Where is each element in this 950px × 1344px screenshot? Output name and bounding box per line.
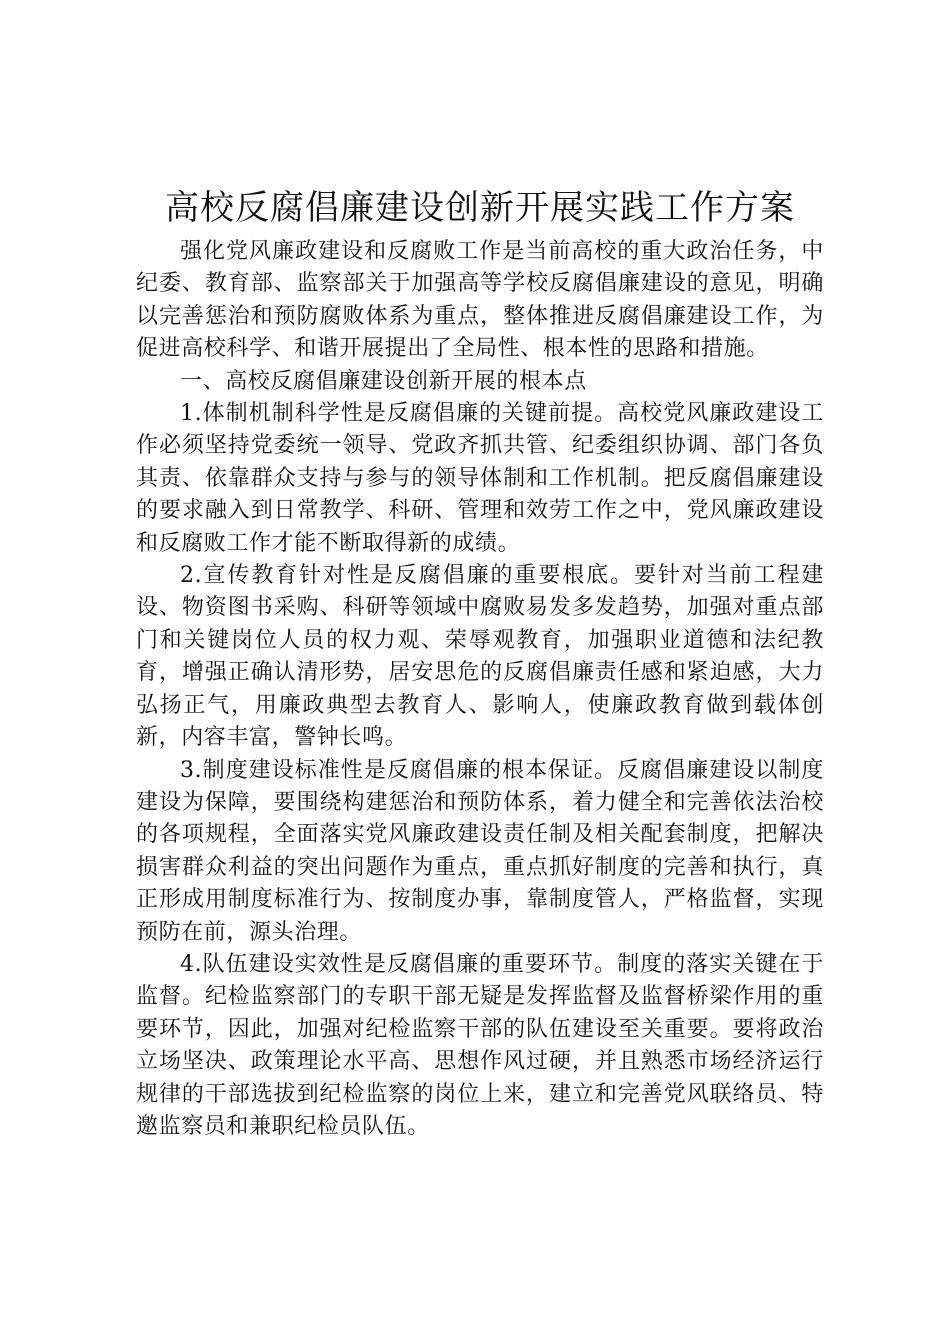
paragraph-point-4: 4.队伍建设实效性是反腐倡廉的重要环节。制度的落实关键在于监督。纪检监察部门的专职干部无疑是发挥监督及监督桥梁作用的重要环节，因此，加强对纪检监察干部的队伍建设至关重要。要将政治立场坚决、政策理论水平高、思想作风过硬，并且熟悉市场经济运行规律的干部选拔到纪检监察的岗位上来，建立和完善党风联络员、特邀监察员和兼职纪检员队伍。 bbox=[136, 951, 824, 1139]
section-heading-1: 一、高校反腐倡廉建设创新开展的根本点 bbox=[180, 368, 587, 394]
document-title: 高校反腐倡廉建设创新开展实践工作方案 bbox=[165, 188, 795, 228]
paragraph-intro: 强化党风廉政建设和反腐败工作是当前高校的重大政治任务，中纪委、教育部、监察部关于加强高等学校反腐倡廉建设的意见，明确以完善惩治和预防腐败体系为重点，整体推进反腐倡廉建设工作，为促进高校科学、和谐开展提出了全局性、根本性的思路和措施。 bbox=[136, 239, 824, 362]
paragraph-point-3: 3.制度建设标准性是反腐倡廉的根本保证。反腐倡廉建设以制度建设为保障，要围绕构建惩治和预防体系，着力健全和完善依法治校的各项规程，全面落实党风廉政建设责任制及相关配套制度，把解决损害群众利益的突出问题作为重点，重点抓好制度的完善和执行，真正形成用制度标准行为、按制度办事，靠制度管人，严格监督，实现预防在前，源头治理。 bbox=[136, 757, 824, 945]
document-page bbox=[136, 186, 824, 1143]
paragraph-point-2: 2.宣传教育针对性是反腐倡廉的重要根底。要针对当前工程建设、物资图书采购、科研等领域中腐败易发多发趋势，加强对重点部门和关键岗位人员的权力观、荣辱观教育，加强职业道德和法纪教育，增强正确认清形势，居安思危的反腐倡廉责任感和紧迫感，大力弘扬正气，用廉政典型去教育人、影响人，使廉政教育做到载体创新，内容丰富，警钟长鸣。 bbox=[136, 563, 824, 751]
paragraph-point-1: 1.体制机制科学性是反腐倡廉的关键前提。高校党风廉政建设工作必须坚持党委统一领导、党政齐抓共管、纪委组织协调、部门各负其责、依靠群众支持与参与的领导体制和工作机制。把反腐倡廉建设的要求融入到日常教学、科研、管理和效劳工作之中，党风廉政建设和反腐败工作才能不断取得新的成绩。 bbox=[136, 401, 824, 556]
